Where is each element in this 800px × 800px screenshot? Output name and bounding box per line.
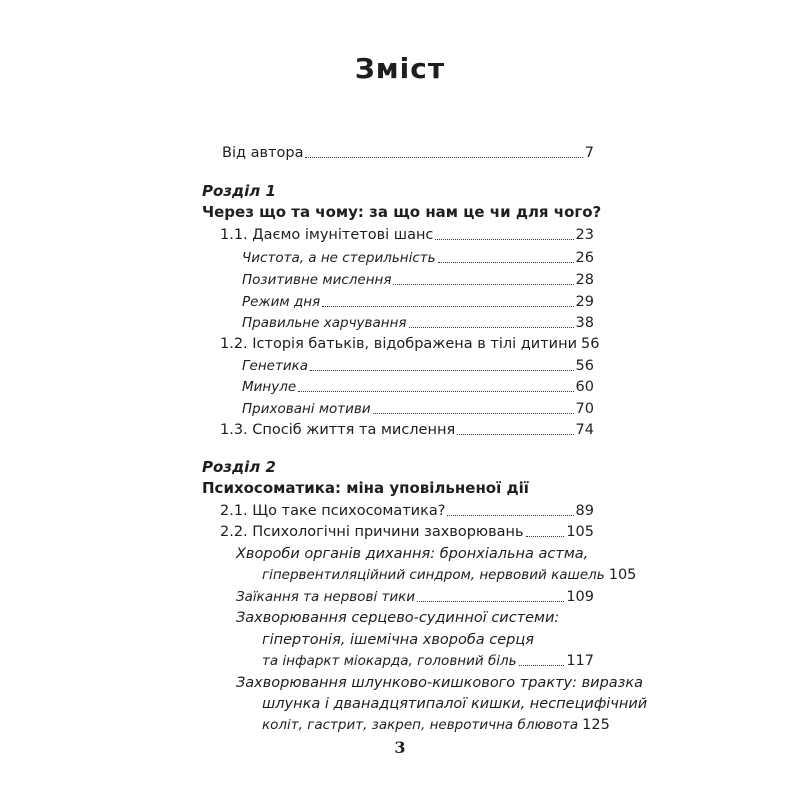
toc-entry-1-1-c[interactable] [242,292,594,312]
toc-page: 60 [575,379,594,395]
toc-page: 109 [566,589,594,605]
dot-leader [373,413,574,414]
toc-label: Від автора [222,145,304,161]
toc-entry-2-1[interactable] [220,501,594,521]
toc-page: 38 [575,315,594,331]
toc-page: 74 [575,422,594,438]
toc-label: гіпервентиляційний синдром, нервовий кашель [262,567,605,583]
toc-entry-1-1-d[interactable] [242,313,594,333]
toc-label: Минуле [242,379,297,395]
toc-label: 1.2. Історія батьків, відображена в тілі дитини [220,336,577,352]
toc-entry-1-2-a[interactable] [242,356,594,376]
dot-leader [322,306,573,307]
toc-label: Чистота, а не стерильність [242,250,436,266]
toc-entry-1-1-b[interactable] [242,270,594,290]
dot-leader [298,391,573,392]
toc-label: Приховані мотиви [242,401,371,417]
toc-entry-1-2-c[interactable] [242,399,594,419]
dot-leader [305,157,582,158]
toc-entry-1-1-a[interactable] [242,248,594,268]
dot-leader [447,515,573,516]
toc-label: та інфаркт міокарда, головний біль [262,653,517,669]
toc-entry-respiratory[interactable] [262,565,637,585]
dot-leader [457,434,573,435]
toc-entry-cardio[interactable] [262,651,594,671]
dot-leader [417,601,564,602]
toc-entry-1-3[interactable] [220,420,594,440]
dot-leader [519,665,565,666]
toc-label: Правильне харчування [242,315,407,331]
toc-label: Режим дня [242,294,321,310]
toc-entry-stutter[interactable] [236,587,594,607]
section-2-label: Розділ 2 [202,458,276,476]
toc-page: 26 [575,250,594,266]
toc-page: 89 [575,503,594,519]
dot-leader [526,536,565,537]
section-2-title: Психосоматика: міна уповільненої дії [202,479,529,497]
toc-entry-1-2-b[interactable] [242,377,594,397]
page-title: Зміст [354,52,446,85]
section-1-label: Розділ 1 [202,182,276,200]
dot-leader [438,262,574,263]
toc-page: 125 [582,717,610,733]
toc-page: 117 [566,653,594,669]
page-number: 3 [394,738,406,757]
toc-label: 1.3. Спосіб життя та мислення [220,422,456,438]
toc-entry-respiratory-line1: Хвороби органів дихання: бронхіальна астма, [236,546,589,562]
toc-page: 56 [581,336,600,352]
toc-page: 29 [575,294,594,310]
dot-leader [435,239,573,240]
toc-page: 23 [575,227,594,243]
dot-leader [393,284,573,285]
toc-page: 105 [608,567,637,583]
toc-entry-gi[interactable] [262,715,610,735]
toc-entry-intro[interactable] [222,143,594,163]
toc-entry-2-2[interactable] [220,522,594,542]
toc-label: Позитивне мислення [242,272,392,288]
toc-page: 70 [575,401,594,417]
toc-entry-cardio-line1: Захворювання серцево-судинної системи: [236,610,560,626]
dot-leader [409,327,574,328]
toc-page: 105 [566,524,594,540]
toc-label: 2.2. Психологічні причини захворювань [220,524,524,540]
toc-entry-1-1[interactable] [220,225,594,245]
toc-page: 56 [575,358,594,374]
toc-label: Заїкання та нервові тики [236,589,416,605]
dot-leader [310,370,574,371]
toc-label: 2.1. Що таке психосоматика? [220,503,446,519]
toc-page: 7 [584,145,594,161]
toc-page: 28 [575,272,594,288]
toc-label: 1.1. Даємо імунітетові шанс [220,227,434,243]
toc-label: коліт, гастрит, закреп, невротична блювота [262,717,579,733]
toc-entry-cardio-line2: гіпертонія, ішемічна хвороба серця [262,632,534,648]
toc-label: Генетика [242,358,309,374]
section-1-title: Через що та чому: за що нам це чи для чого? [202,203,602,221]
toc-entry-gi-line2: шлунка і дванадцятипалої кишки, неспецифічний [262,696,648,712]
toc-entry-1-2[interactable] [220,334,600,354]
toc-entry-gi-line1: Захворювання шлунково-кишкового тракту: виразка [236,675,644,691]
